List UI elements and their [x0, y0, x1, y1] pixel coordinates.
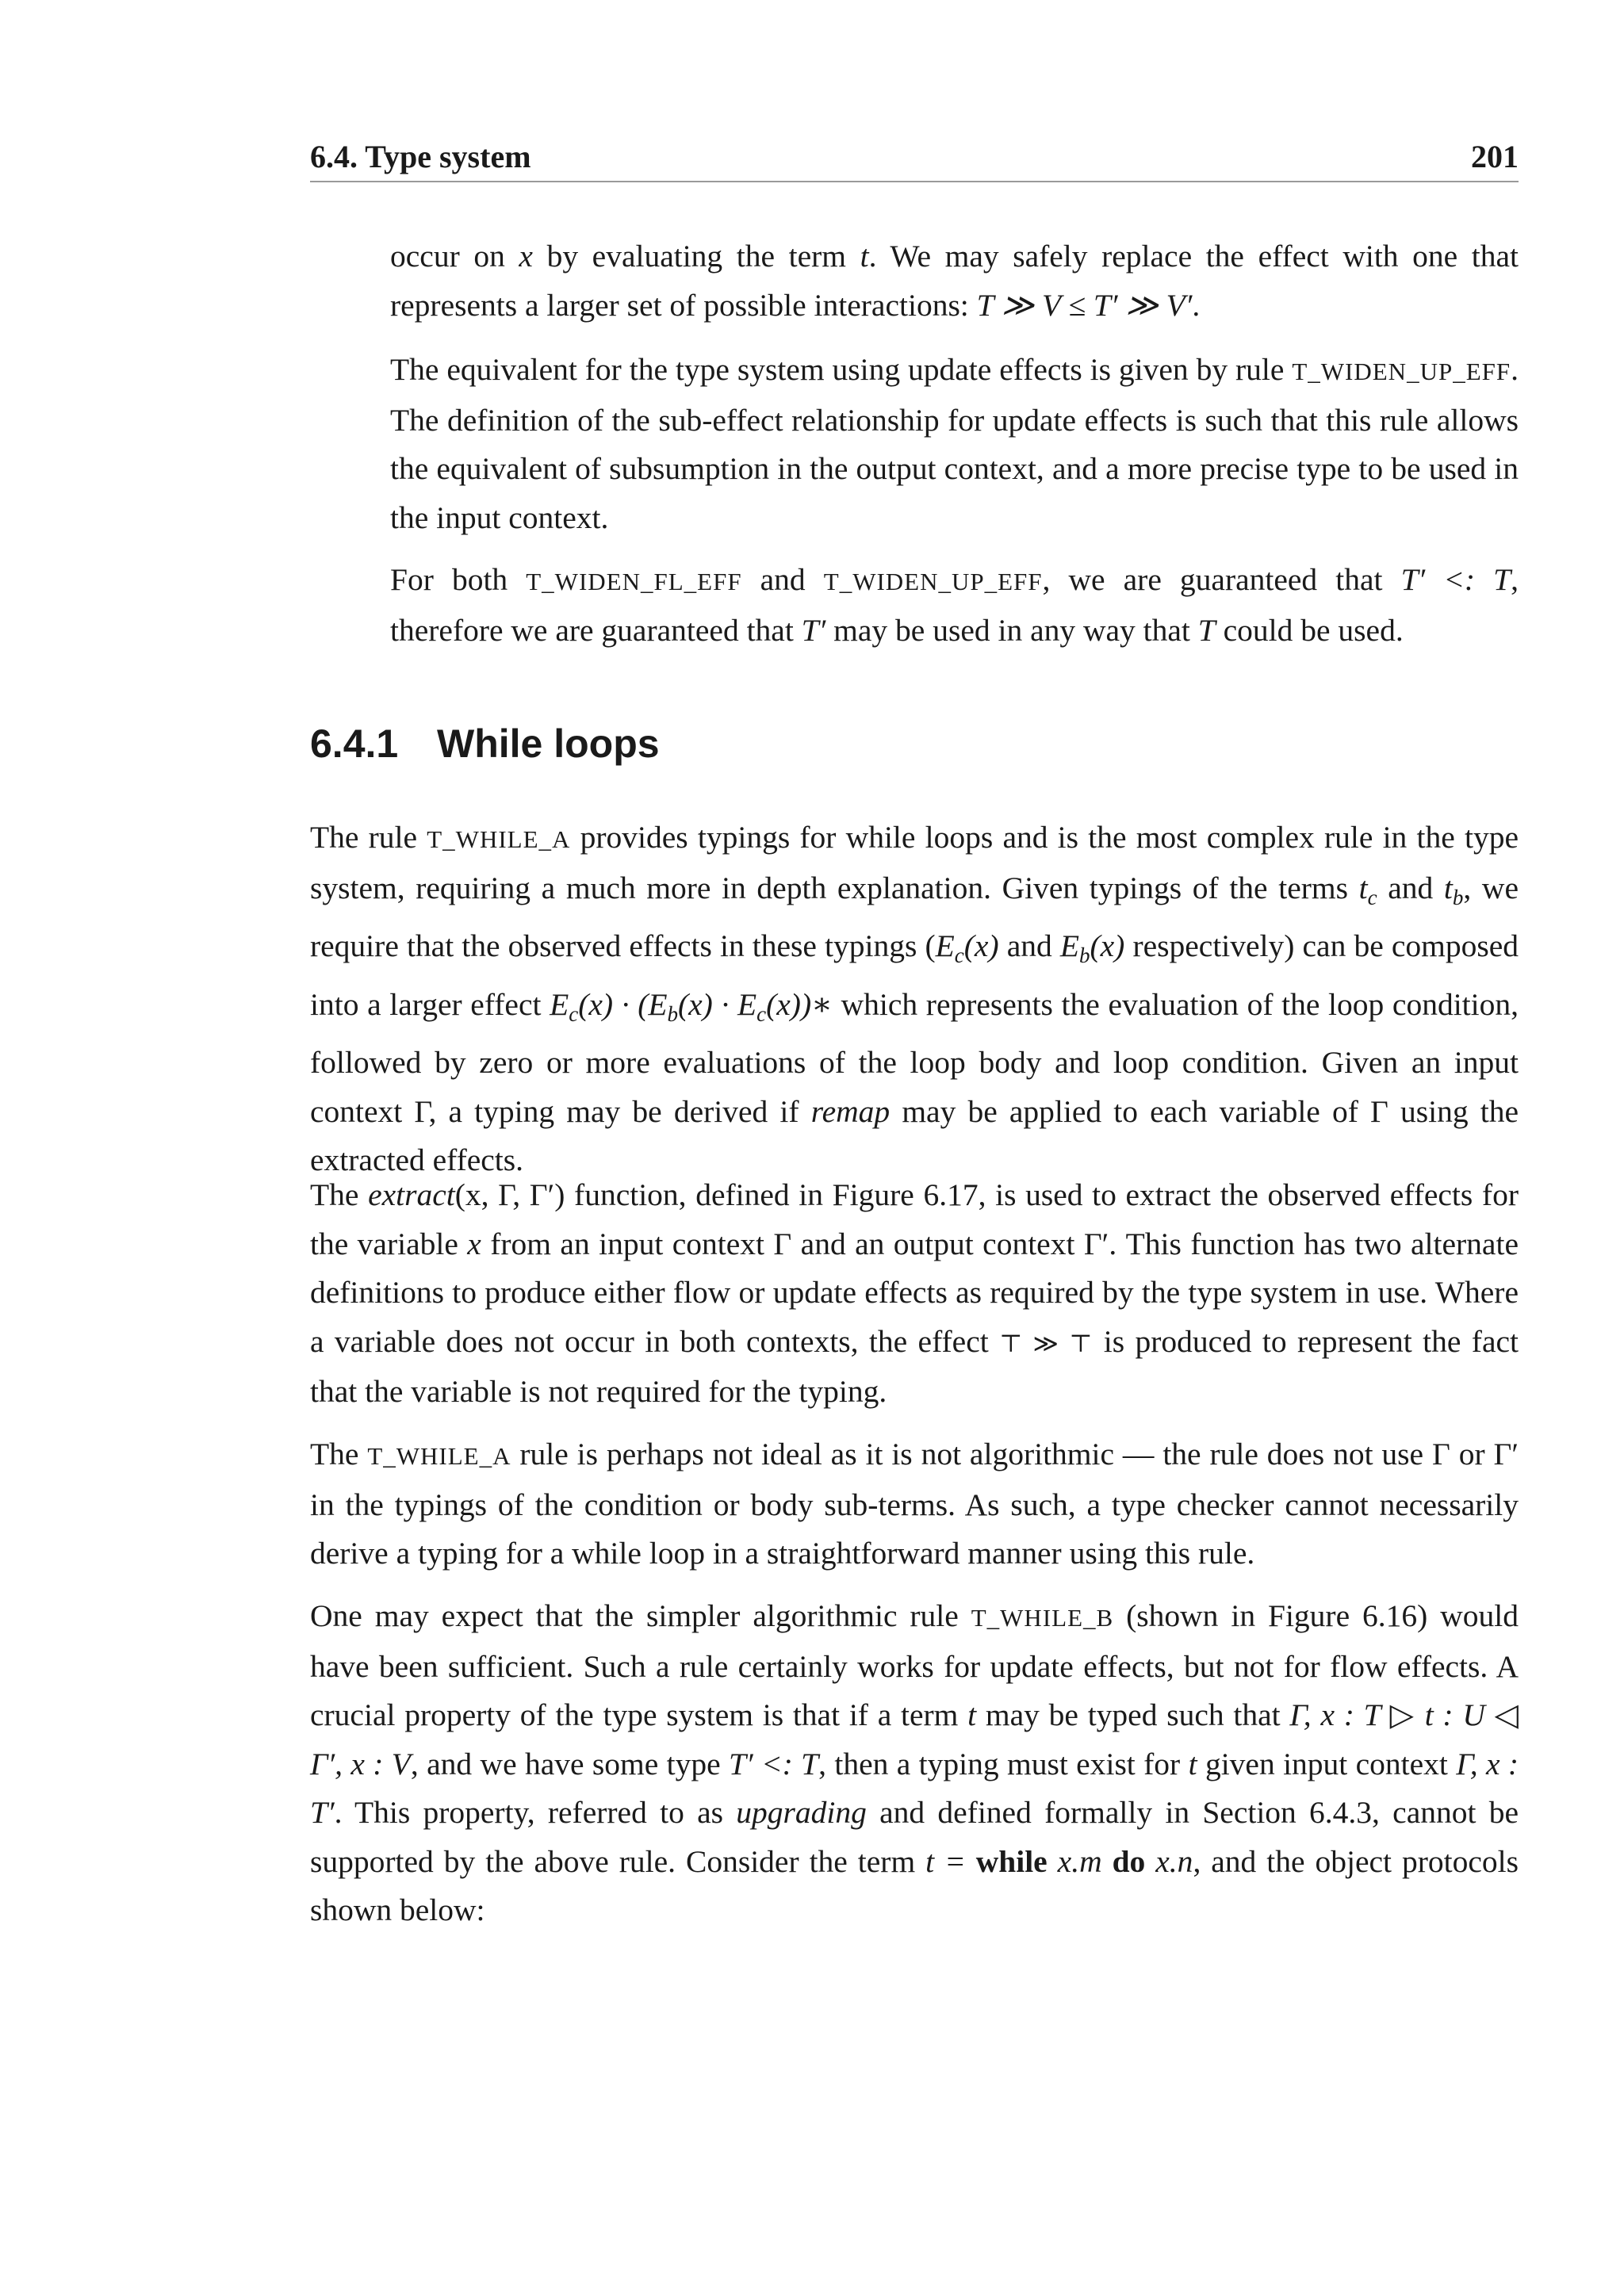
paragraph-effect-widening: occur on x by evaluating the term t. We may safely replace the effect with one that represents a larger set of possible interactions: T ≫ V ≤ T′ ≫ V′. [390, 239, 1519, 323]
paragraph-extract-function: The extract(x, Γ, Γ′) function, defined in Figure 6.17, is used to extract the observed effects for the variable x from an input context Γ and an output context Γ′. This function has two alternate definitions to produce either flow or update effects as required by the type system in use. Where a variable does not occur in both contexts, the effect ⊤ ≫ ⊤ is produced to represent the fact that the variable is not required for the typing. [310, 1177, 1519, 1409]
page-number: 201 [1471, 139, 1519, 174]
paragraph-upgrading-property: One may expect that the simpler algorithmic rule T_WHILE_B (shown in Figure 6.16) would have been sufficient. Such a rule certainly works for update effects, but not for flow effects. A crucial property of the type system is that if a term t may be typed such that Γ, x : T ▷ t : U ◁ Γ′, x : V, and we have some type T′ <: T, then a typing must exist for t given input context Γ, x : T′. This property, referred to as upgrading and defined formally in Section 6.4.3, cannot be supported by the above rule. Consider the term t = while x.m do x.n, and the object protocols shown below: [310, 1598, 1519, 1927]
section-number: 6.4.1 [310, 721, 399, 766]
section-title: While loops [437, 721, 660, 766]
section-heading-while-loops [310, 720, 660, 767]
header-section-title: 6.4. Type system [310, 139, 531, 174]
rule-name: T_WHILE_B [971, 1604, 1114, 1632]
rule-name: T_WIDEN_UP_EFF [1292, 358, 1511, 385]
paragraph-while-rule: The rule T_WHILE_A provides typings for while loops and is the most complex rule in the type system, requiring a much more in depth explanation. Given typings of the terms $t_c$ and $t_b$, we require that the observed effects in these typings ($E_c(x)$ and $E_b(x)$ respectively) can be composed into a larger effect $E_c(x) \cdot (E_b(x)$ · $E_c(x))∗$ which represents the evaluation of the loop condition, followed by zero or more evaluations of the loop body and loop condition. Given an input context Γ, a typing may be derived if remap may be applied to each variable of Γ using the extracted effects. [310, 820, 1519, 1177]
formula-effect-inequality: T ≫ V ≤ T′ ≫ V′ [976, 287, 1193, 323]
paragraph-not-algorithmic: The T_WHILE_A rule is perhaps not ideal as it is not algorithmic — the rule does not use Γ or Γ′ in the typings of the condition or body sub-terms. As such, a type checker cannot necessarily derive a typing for a while loop in a straightforward manner using this rule. [310, 1437, 1519, 1571]
rule-name: T_WIDEN_UP_EFF [823, 568, 1043, 595]
paragraph-update-effects-rule: The equivalent for the type system using update effects is given by rule T_WIDEN_UP_EFF. The definition of the sub-effect relationship for update effects is such that this rule allows the equivalent of subsumption in the output context, and a more precise type to be used in the input context. [390, 352, 1519, 535]
paragraph-subtype-guarantee: For both T_WIDEN_FL_EFF and T_WIDEN_UP_EFF, we are guaranteed that T′ <: T, therefore we are guaranteed that T′ may be used in any way that T could be used. [390, 562, 1519, 648]
running-header [310, 135, 1519, 182]
formula-typing-judgement: Γ, x : T ▷ t : U ◁ Γ′, x : V [310, 1697, 1519, 1781]
rule-name: T_WHILE_A [367, 1442, 511, 1470]
formula-composed-effect: $E_c(x) \cdot (E_b(x)$ · $E_c(x))∗$ [550, 986, 833, 1026]
rule-name: T_WIDEN_FL_EFF [526, 568, 742, 595]
rule-name: T_WHILE_A [427, 825, 571, 853]
